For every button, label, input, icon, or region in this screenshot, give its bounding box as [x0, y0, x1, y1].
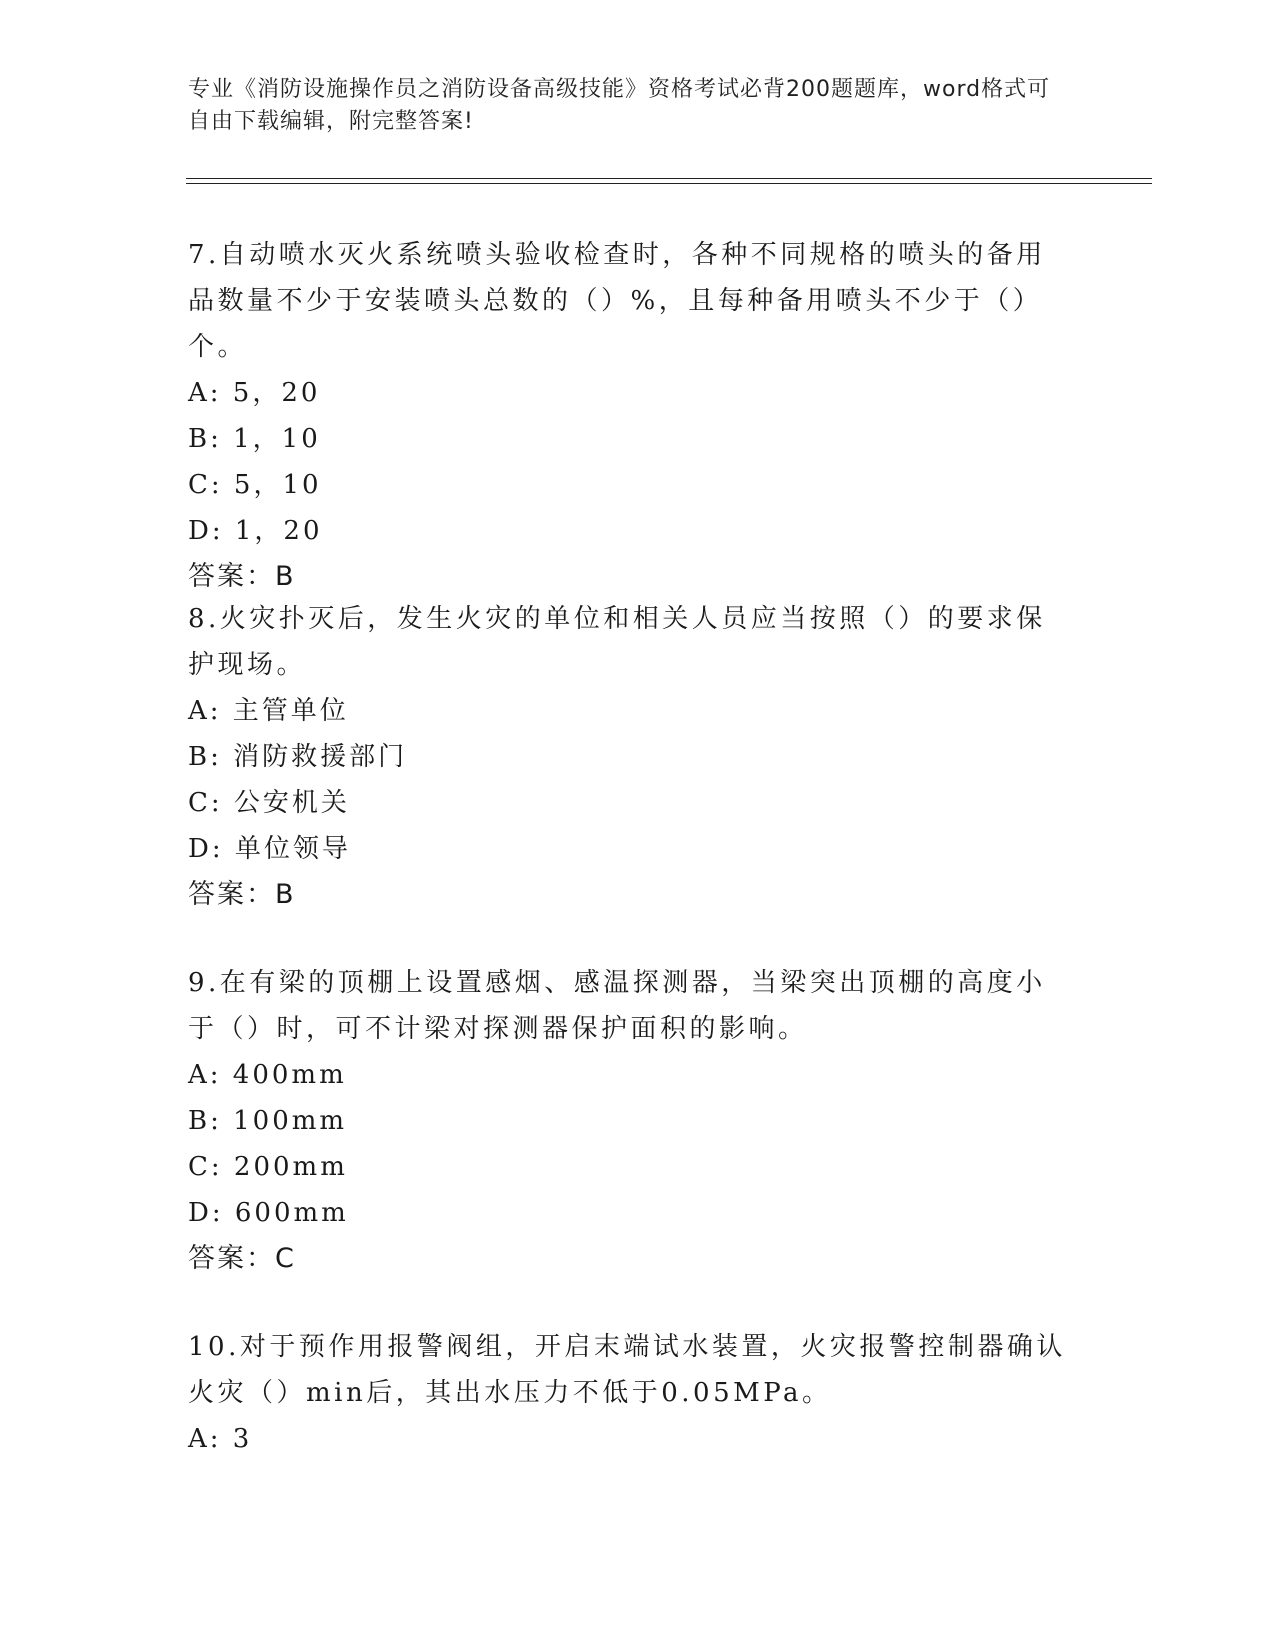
question-stem: 7.自动喷水灭火系统喷头验收检查时，各种不同规格的喷头的备用品数量不少于安装喷头总数的（）%，且每种备用喷头不少于（）个。 [188, 240, 1046, 362]
option-b: B: 100mm [188, 1106, 348, 1136]
option-a: A: 3 [188, 1424, 253, 1454]
answer-line: 答案：C [188, 1243, 296, 1274]
option-a: A: 5，20 [188, 378, 321, 408]
question-8 [188, 596, 1068, 918]
option-b: B: 1，10 [188, 424, 321, 454]
header-divider-bottom [186, 183, 1152, 184]
option-a: A: 主管单位 [188, 696, 349, 726]
document-header: 专业《消防设施操作员之消防设备高级技能》资格考试必背200题题库，word格式可自由下载编辑，附完整答案! [188, 77, 1051, 134]
option-d: D: 单位领导 [188, 834, 351, 864]
question-stem: 10.对于预作用报警阀组，开启末端试水装置，火灾报警控制器确认火灾（）min后，其出水压力不低于0.05MPa。 [188, 1332, 1066, 1408]
option-a: A: 400mm [188, 1060, 347, 1090]
option-c: C: 5，10 [188, 470, 322, 500]
question-10 [188, 1324, 1068, 1462]
question-stem: 9.在有梁的顶棚上设置感烟、感温探测器，当梁突出顶棚的高度小于（）时，可不计梁对探测器保护面积的影响。 [188, 968, 1046, 1044]
question-stem: 8.火灾扑灭后，发生火灾的单位和相关人员应当按照（）的要求保护现场。 [188, 604, 1046, 680]
answer-line: 答案：B [188, 879, 296, 910]
question-7 [188, 232, 1068, 600]
answer-line: 答案：B [188, 561, 296, 592]
question-9 [188, 960, 1068, 1282]
option-b: B: 消防救援部门 [188, 742, 408, 772]
option-d: D: 600mm [188, 1198, 349, 1228]
option-c: C: 200mm [188, 1152, 348, 1182]
option-d: D: 1，20 [188, 516, 323, 546]
header-divider-top [186, 178, 1152, 179]
option-c: C: 公安机关 [188, 788, 350, 818]
